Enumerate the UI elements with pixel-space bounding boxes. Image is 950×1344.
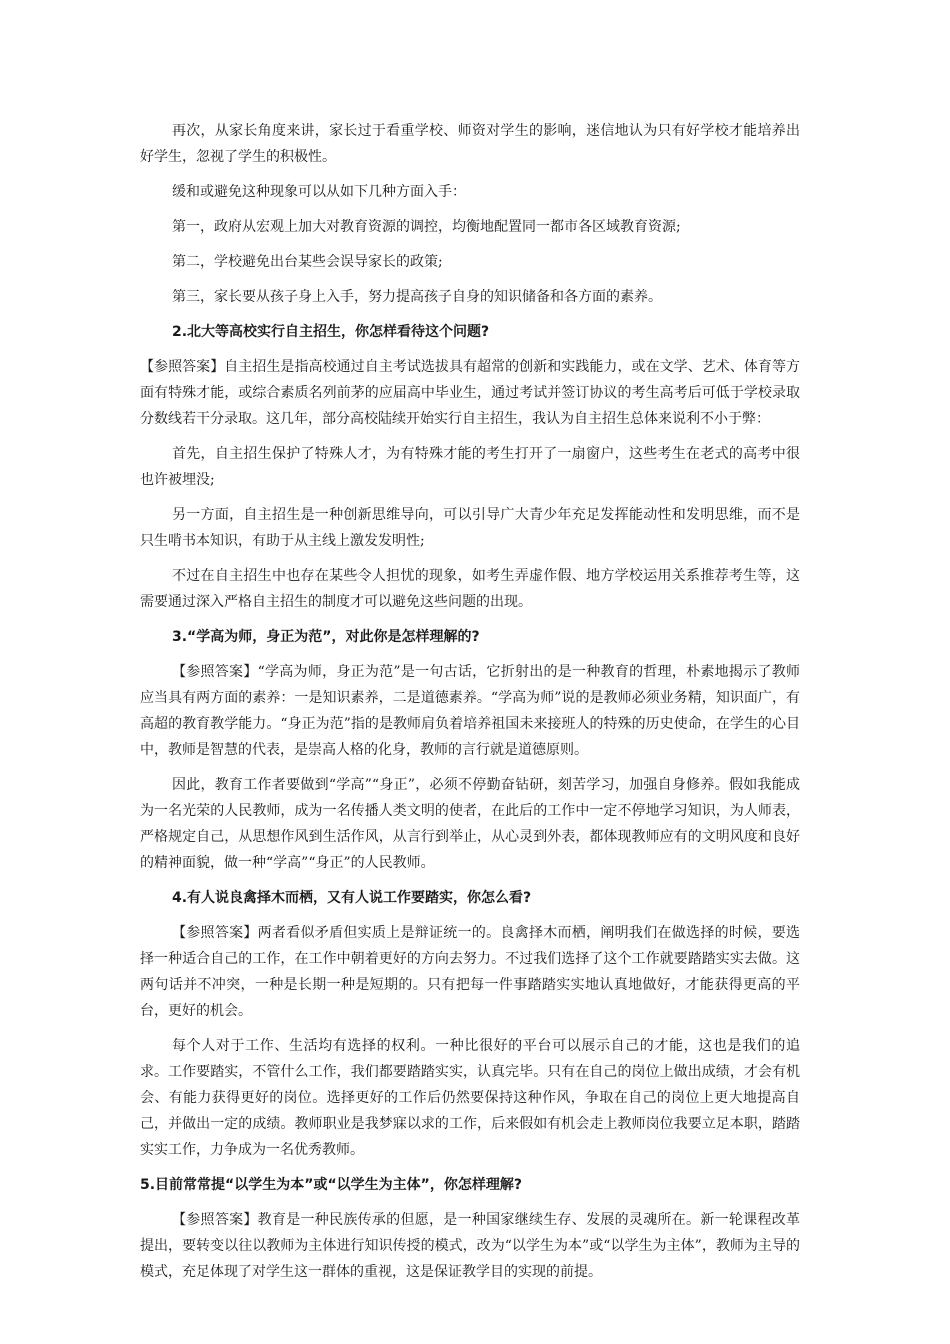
paragraph: 再次，从家长角度来讲，家长过于看重学校、师资对学生的影响，迷信地认为只有好学校才能培养出好学生，忽视了学生的积极性。 (140, 123, 800, 165)
paragraph: 另一方面，自主招生是一种创新思维导向，可以引导广大青少年充足发挥能动性和发明思维，而不是只生啃书本知识，有助于从主线上激发发明性; (140, 507, 800, 549)
question-heading: 3.“学高为师，身正为范”，对此你是怎样理解的? (172, 629, 480, 645)
paragraph: 首先，自主招生保护了特殊人才，为有特殊才能的考生打开了一扇窗户，这些考生在老式的高考中很也许被埋没; (140, 446, 800, 488)
paragraph: 第二，学校避免出台某些会误导家长的政策; (172, 254, 443, 270)
answer-paragraph: 【参照答案】自主招生是指高校通过自主考试选拔具有超常的创新和实践能力，或在文学、艺术、体育等方面有特殊才能，或综合素质名列前茅的应届高中毕业生，通过考试并签订协议的考生高考后可低于学校录取分数线若干分录取。这几年，部分高校陆续开始实行自主招生，我认为自主招生总体来说利不小于弊： (140, 359, 800, 427)
paragraph: 因此，教育工作者要做到“学高”“身正”，必须不停勤奋钻研，刻苦学习，加强自身修养。假如我能成为一名光荣的人民教师，成为一名传播人类文明的使者，在此后的工作中一定不停地学习知识，为人师表，严格规定自己，从思想作风到生活作风，从言行到举止，从心灵到外表，都体现教师应有的文明风度和良好的精神面貌，做一种“学高”“身正”的人民教师。 (140, 777, 800, 871)
question-heading: 5.目前常常提“以学生为本”或“以学生为主体”，你怎样理解? (140, 1177, 522, 1193)
question-heading: 4.有人说良禽择木而栖，又有人说工作要踏实，你怎么看? (172, 890, 532, 906)
answer-paragraph: 【参照答案】两者看似矛盾但实质上是辩证统一的。良禽择木而栖，阐明我们在做选择的时候，要选择一种适合自己的工作，在工作中朝着更好的方向去努力。不过我们选择了这个工作就要踏踏实实去做。这两句话并不冲突，一种是长期一种是短期的。只有把每一件事踏踏实实地认真地做好，才能获得更高的平台，更好的机会。 (140, 925, 800, 1019)
document-body (140, 118, 800, 1294)
paragraph: 第三，家长要从孩子身上入手，努力提高孩子自身的知识储备和各方面的素养。 (172, 289, 662, 305)
answer-paragraph: 【参照答案】教育是一种民族传承的但愿，是一种国家继续生存、发展的灵魂所在。新一轮课程改革提出，要转变以往以教师为主体进行知识传授的模式，改为“以学生为本”或“以学生为主体”，教师为主导的模式，充足体现了对学生这一群体的重视，这是保证教学目的实现的前提。 (140, 1212, 800, 1280)
paragraph: 不过在自主招生中也存在某些令人担忧的现象，如考生弄虚作假、地方学校运用关系推荐考生等，这需要通过深入严格自主招生的制度才可以避免这些问题的出现。 (140, 568, 800, 610)
question-heading: 2.北大等高校实行自主招生，你怎样看待这个问题? (172, 324, 490, 340)
answer-paragraph: 【参照答案】“学高为师，身正为范”是一句古话，它折射出的是一种教育的哲理，朴素地揭示了教师应当具有两方面的素养：一是知识素养，二是道德素养。“学高为师”说的是教师必须业务精，知识面广，有高超的教育教学能力。“身正为范”指的是教师肩负着培养祖国未来接班人的特殊的历史使命，在学生的心目中，教师是智慧的代表，是崇高人格的化身，教师的言行就是道德原则。 (140, 664, 800, 758)
paragraph: 第一，政府从宏观上加大对教育资源的调控，均衡地配置同一都市各区域教育资源; (172, 219, 681, 235)
paragraph: 每个人对于工作、生活均有选择的权利。一种比很好的平台可以展示自己的才能，这也是我们的追求。工作要踏实，不管什么工作，我们都要踏踏实实，认真完毕。只有在自己的岗位上做出成绩，才会有机会、有能力获得更好的岗位。选择更好的工作后仍然要保持这种作风，争取在自己的岗位上更大地提高自己，并做出一定的成绩。教师职业是我梦寐以求的工作，后来假如有机会走上教师岗位我要立足本职，踏踏实实工作，力争成为一名优秀教师。 (140, 1038, 800, 1158)
paragraph: 缓和或避免这种现象可以从如下几种方面入手： (172, 184, 466, 200)
